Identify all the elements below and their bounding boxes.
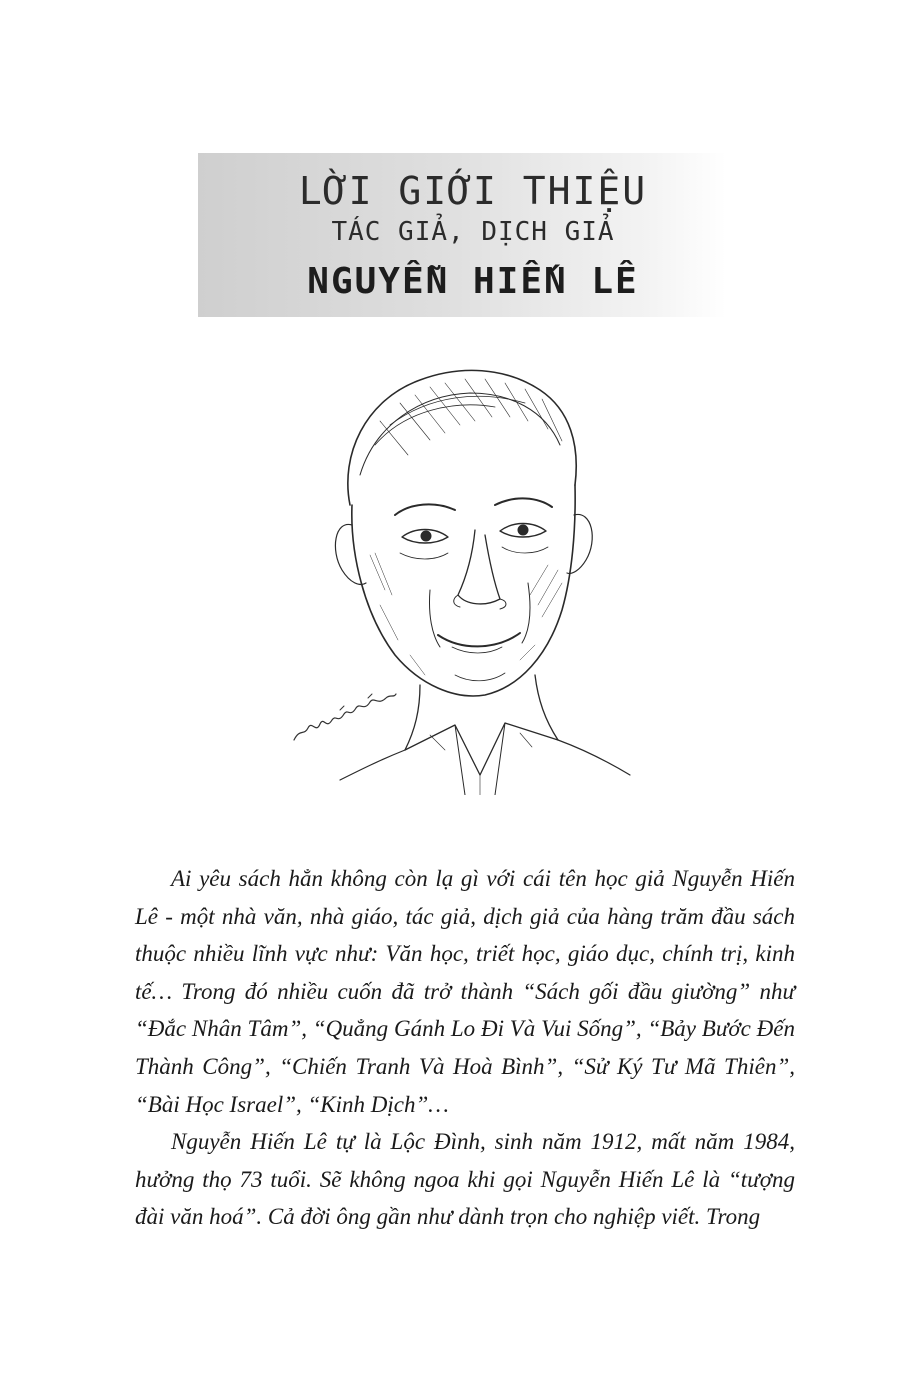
title-line-2: TÁC GIẢ, DỊCH GIẢ <box>331 217 615 247</box>
intro-text <box>135 860 795 1236</box>
title-box <box>198 153 726 317</box>
paragraph-1: Ai yêu sách hẳn không còn lạ gì với cái tên học giả Nguyễn Hiến Lê - một nhà văn, nhà giáo, tác giả, dịch giả của hàng trăm đầu sách thuộc nhiều lĩnh vực như: Văn học, triết học, giáo dục, chính trị, kinh tế… Trong đó nhiều cuốn đã trở thành “Sách gối đầu giường” như “Đắc Nhân Tâm”, “Quẳng Gánh Lo Đi Và Vui Sống”, “Bảy Bước Đến Thành Công”, “Chiến Tranh Và Hoà Bình”, “Sử Ký Tư Mã Thiên”, “Bài Học Israel”, “Kinh Dịch”… <box>135 866 795 1117</box>
paragraph-2: Nguyễn Hiến Lê tự là Lộc Đình, sinh năm 1912, mất năm 1984, hưởng thọ 73 tuổi. Sẽ không ngoa khi gọi Nguyễn Hiến Lê là “tượng đài văn hoá”. Cả đời ông gần như dành trọn cho nghiệp viết. Trong <box>135 1129 795 1230</box>
title-line-1: LỜI GIỚI THIỆU <box>298 169 648 213</box>
author-name: NGUYỄN HIẾN LÊ <box>307 261 639 302</box>
author-signature <box>290 688 400 748</box>
